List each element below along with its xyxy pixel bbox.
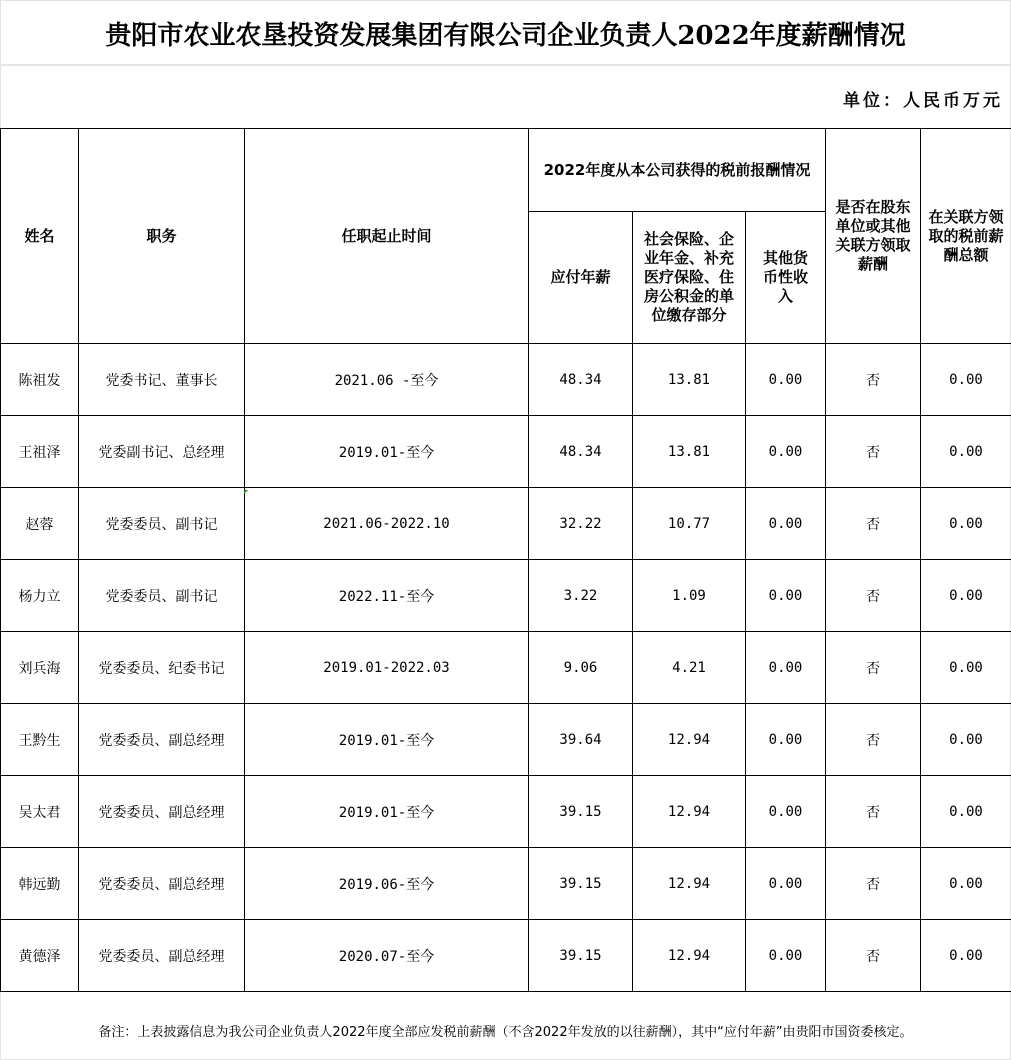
title-row — [0, 0, 1011, 66]
footnote-text: 备注：上表披露信息为我公司企业负责人2022年度全部应发税前薪酬（不含2022年发放的以往薪酬），其中“应付年薪”由贵阳市国资委核定。 — [98, 1025, 913, 1040]
cell-name: 吴太君 — [1, 776, 79, 848]
cell-position: 党委书记、董事长 — [79, 344, 245, 416]
cell-position: 党委委员、副书记 — [79, 488, 245, 560]
cell-related-party: 否 — [826, 848, 921, 920]
header-tenure: 任职起止时间 — [245, 129, 529, 344]
table-row — [1, 416, 1011, 488]
table-row — [1, 560, 1011, 632]
header-other-income-label: 其他货币性收入 — [762, 249, 808, 305]
header-position: 职务 — [79, 129, 245, 344]
cell-name: 陈祖发 — [1, 344, 79, 416]
header-name: 姓名 — [1, 129, 79, 344]
cell-annual-salary: 9.06 — [529, 632, 633, 704]
cell-tenure: 2021.06 -至今 — [245, 344, 529, 416]
cell-insurance: 13.81 — [633, 344, 746, 416]
cell-position: 党委副书记、总经理 — [79, 416, 245, 488]
cell-tenure: 2021.06-2022.10 — [245, 488, 529, 560]
table-row — [1, 344, 1011, 416]
cell-tenure: 2019.06-至今 — [245, 848, 529, 920]
cell-other-income: 0.00 — [746, 344, 826, 416]
cell-name: 刘兵海 — [1, 632, 79, 704]
header-related-party — [826, 129, 921, 344]
footnote — [0, 1003, 1011, 1058]
cell-annual-salary: 48.34 — [529, 344, 633, 416]
cell-insurance: 4.21 — [633, 632, 746, 704]
cell-annual-salary: 3.22 — [529, 560, 633, 632]
header-insurance — [633, 212, 746, 344]
cell-other-income: 0.00 — [746, 776, 826, 848]
header-annual-salary: 应付年薪 — [529, 212, 633, 344]
cell-related-party: 否 — [826, 632, 921, 704]
cell-position: 党委委员、副总经理 — [79, 776, 245, 848]
cell-related-total: 0.00 — [921, 920, 1011, 992]
cell-related-total: 0.00 — [921, 848, 1011, 920]
cell-related-party: 否 — [826, 560, 921, 632]
cell-annual-salary: 39.15 — [529, 848, 633, 920]
cell-other-income: 0.00 — [746, 416, 826, 488]
cell-related-party: 否 — [826, 704, 921, 776]
cell-related-party: 否 — [826, 488, 921, 560]
cell-position: 党委委员、副总经理 — [79, 704, 245, 776]
cell-annual-salary: 39.64 — [529, 704, 633, 776]
cell-other-income: 0.00 — [746, 848, 826, 920]
cell-annual-salary: 48.34 — [529, 416, 633, 488]
cell-tenure: 2020.07-至今 — [245, 920, 529, 992]
cell-position: 党委委员、副总经理 — [79, 848, 245, 920]
cell-related-total: 0.00 — [921, 632, 1011, 704]
cell-name: 杨力立 — [1, 560, 79, 632]
cell-insurance: 12.94 — [633, 848, 746, 920]
cell-name: 韩远勤 — [1, 848, 79, 920]
cell-other-income: 0.00 — [746, 488, 826, 560]
cell-position: 党委委员、副总经理 — [79, 920, 245, 992]
page-title: 贵阳市农业农垦投资发展集团有限公司企业负责人2022年度薪酬情况 — [105, 20, 906, 51]
cell-tenure: 2019.01-至今 — [245, 776, 529, 848]
cell-name: 赵蓉 — [1, 488, 79, 560]
cell-other-income: 0.00 — [746, 704, 826, 776]
table-row — [1, 776, 1011, 848]
cell-insurance: 12.94 — [633, 704, 746, 776]
cell-name: 王祖泽 — [1, 416, 79, 488]
table-row — [1, 632, 1011, 704]
salary-table — [0, 128, 1011, 992]
cell-name: 王黔生 — [1, 704, 79, 776]
cell-annual-salary: 32.22 — [529, 488, 633, 560]
cell-position: 党委委员、副书记 — [79, 560, 245, 632]
cell-tenure: 2019.01-至今 — [245, 416, 529, 488]
cell-tenure: 2019.01-至今 — [245, 704, 529, 776]
header-insurance-label: 社会保险、企业年金、补充医疗保险、住房公积金的单位缴存部分 — [643, 230, 734, 324]
cell-related-party: 否 — [826, 416, 921, 488]
table-row — [1, 704, 1011, 776]
cell-insurance: 12.94 — [633, 920, 746, 992]
cell-other-income: 0.00 — [746, 632, 826, 704]
cell-related-party: 否 — [826, 344, 921, 416]
cell-related-party: 否 — [826, 776, 921, 848]
cell-tenure: 2019.01-2022.03 — [245, 632, 529, 704]
cell-other-income: 0.00 — [746, 560, 826, 632]
unit-label: 单位：人民币万元 — [843, 91, 1003, 111]
cell-related-total: 0.00 — [921, 488, 1011, 560]
cell-comment-marker — [244, 490, 248, 494]
cell-insurance: 10.77 — [633, 488, 746, 560]
cell-insurance: 13.81 — [633, 416, 746, 488]
cell-related-total: 0.00 — [921, 560, 1011, 632]
cell-position: 党委委员、纪委书记 — [79, 632, 245, 704]
cell-related-total: 0.00 — [921, 344, 1011, 416]
cell-insurance: 1.09 — [633, 560, 746, 632]
header-group-pretax: 2022年度从本公司获得的税前报酬情况 — [529, 129, 826, 212]
table-row — [1, 920, 1011, 992]
cell-name: 黄德泽 — [1, 920, 79, 992]
table-row — [1, 488, 1011, 560]
cell-related-total: 0.00 — [921, 776, 1011, 848]
cell-related-total: 0.00 — [921, 416, 1011, 488]
cell-annual-salary: 39.15 — [529, 776, 633, 848]
cell-insurance: 12.94 — [633, 776, 746, 848]
header-other-income — [746, 212, 826, 344]
cell-annual-salary: 39.15 — [529, 920, 633, 992]
header-related-total-label: 在关联方领取的税前薪酬总额 — [928, 207, 1004, 264]
cell-other-income: 0.00 — [746, 920, 826, 992]
cell-related-party: 否 — [826, 920, 921, 992]
cell-tenure: 2022.11-至今 — [245, 560, 529, 632]
table-row — [1, 848, 1011, 920]
header-related-total — [921, 129, 1011, 344]
cell-related-total: 0.00 — [921, 704, 1011, 776]
header-related-party-label: 是否在股东单位或其他关联方领取薪酬 — [835, 198, 911, 273]
